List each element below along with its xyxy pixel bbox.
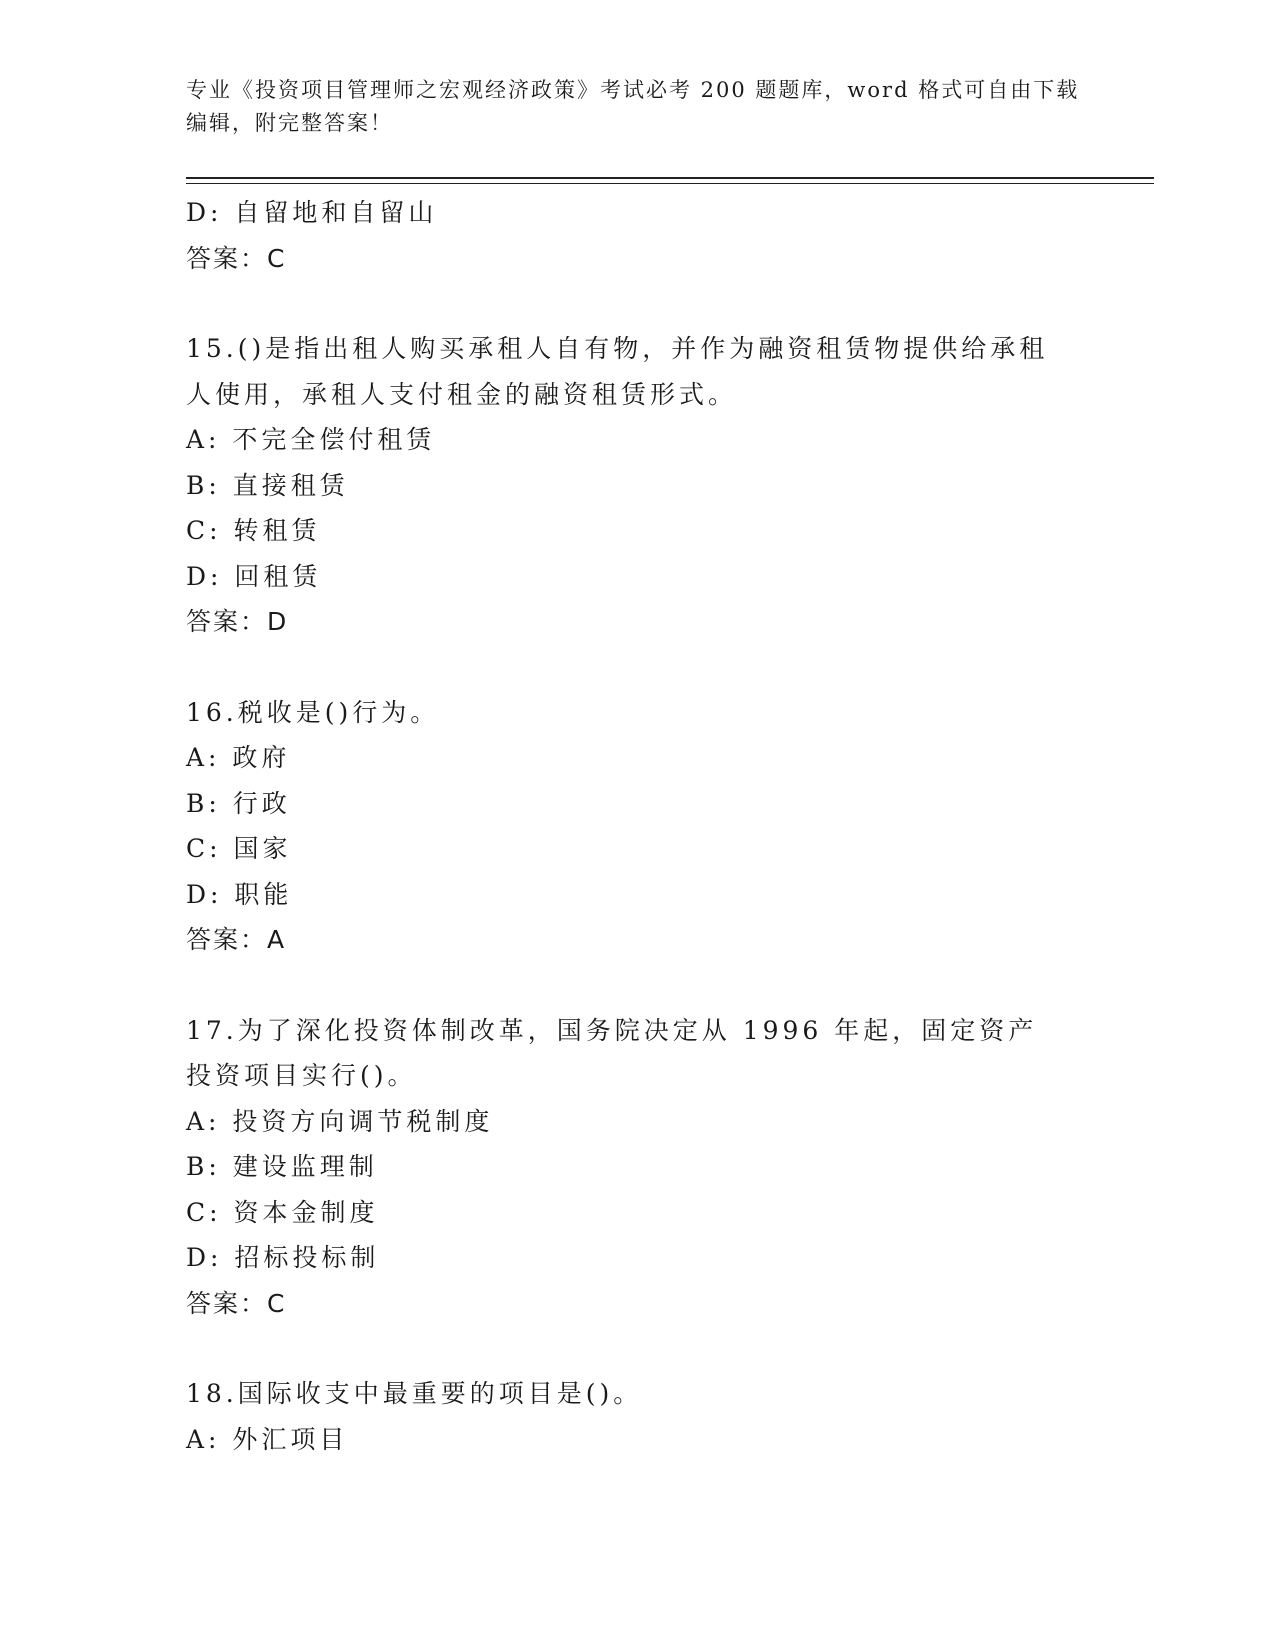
- option-a: A: 投资方向调节税制度: [186, 1106, 494, 1136]
- option-c: C: 资本金制度: [186, 1197, 379, 1227]
- option-a: A: 不完全偿付租赁: [186, 425, 436, 454]
- option-d: D: 招标投标制: [186, 1243, 380, 1272]
- option-b: B: 直接租赁: [186, 470, 349, 500]
- header-rule-thick: [186, 177, 1154, 179]
- option-b: B: 行政: [186, 788, 291, 818]
- option-b: B: 建设监理制: [186, 1152, 378, 1181]
- document-body: [186, 190, 1086, 1462]
- header-rule-thin: [186, 183, 1154, 184]
- document-header: 专业《投资项目管理师之宏观经济政策》考试必考 200 题题库，word 格式可自由下载编辑，附完整答案！: [186, 78, 1080, 135]
- option-d: D: 自留地和自留山: [186, 198, 438, 227]
- answer: 答案：C: [186, 243, 287, 273]
- option-a: A: 外汇项目: [186, 1424, 349, 1454]
- answer: 答案：C: [186, 1288, 287, 1318]
- question-stem: 15.()是指出租人购买承租人自有物，并作为融资租赁物提供给承租人使用，承租人支付租金的融资租赁形式。: [186, 334, 1049, 409]
- question-stem: 16.税收是()行为。: [186, 697, 440, 727]
- question-stem: 18.国际收支中最重要的项目是()。: [186, 1379, 643, 1408]
- option-d: D: 回租赁: [186, 561, 322, 591]
- option-d: D: 职能: [186, 879, 293, 909]
- answer: 答案：D: [186, 607, 289, 636]
- answer: 答案：A: [186, 925, 287, 954]
- option-c: C: 国家: [186, 834, 292, 863]
- option-a: A: 政府: [186, 743, 291, 772]
- option-c: C: 转租赁: [186, 516, 321, 545]
- question-stem: 17.为了深化投资体制改革，国务院决定从 1996 年起，固定资产投资项目实行()。: [186, 1015, 1038, 1090]
